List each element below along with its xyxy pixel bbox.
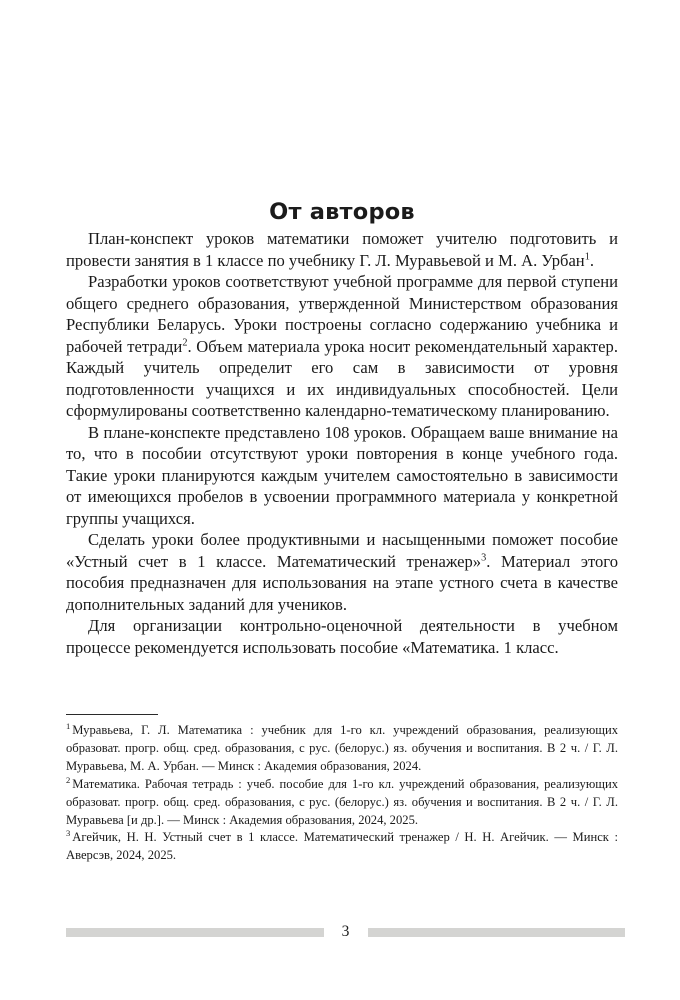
paragraph-4-tail: . Материал этого пособия предназначен для использования на этапе устного счета в качестве дополнительных заданий для учеников. — [66, 551, 618, 614]
footnote-ref-3[interactable]: 3 — [481, 551, 487, 563]
paragraph-1-tail: . — [589, 250, 594, 270]
page-number: 3 — [341, 923, 350, 941]
footnote-2 — [66, 776, 618, 830]
footnote-ref-2[interactable]: 2 — [182, 336, 188, 348]
footnote-3-marker: 3 — [66, 828, 71, 839]
paragraph-5: Для организации контрольно-оценочной деятельности в учебном процессе рекомендуется использовать пособие «Математика. 1 класс. — [66, 616, 618, 657]
footnote-1-text: Муравьева, Г. Л. Математика : учебник для 1-го кл. учреждений образования, реализующих образоват. прогр. общ. сред. образования, с рус. (белорус.) яз. обучения и воспитания. В 2 ч. / Г. Л. Муравьева, М. А. Урбан. — Минск : Академия образования, 2024. — [66, 723, 618, 773]
footnote-3 — [66, 829, 618, 865]
footnote-separator-rule — [66, 714, 158, 715]
paragraph-2 — [66, 271, 618, 422]
footnote-2-marker: 2 — [66, 774, 71, 785]
page-title: От авторов — [269, 199, 415, 226]
paragraph-4-text: Сделать уроки более продуктивными и насыщенными поможет пособие «Устный счет в 1 классе. Математический тренажер» — [66, 530, 618, 571]
paragraph-4 — [66, 529, 618, 615]
footnote-3-text: Агейчик, Н. Н. Устный счет в 1 классе. Математический тренажер / Н. Н. Агейчик. — Минск : Аверсэв, 2024, 2025. — [66, 830, 618, 863]
paragraph-1-text: План-конспект уроков математики поможет учителю подготовить и провести занятия в 1 классе по учебнику Г. Л. Муравьевой и М. А. Урбан — [66, 229, 618, 270]
page-footer — [66, 925, 625, 939]
footnote-1-marker: 1 — [66, 720, 71, 731]
paragraph-3: В плане-конспекте представлено 108 уроков. Обращаем ваше внимание на то, что в пособии отсутствуют уроки повторения в конце учебного года. Такие уроки планируются каждым учителем самостоятельно в зависимости от имеющихся пробелов в усвоении программного материала у конкретной группы учащихся. — [66, 422, 618, 528]
body-text — [66, 228, 618, 658]
footer-bar-left — [66, 928, 324, 937]
paragraph-2-tail: . Объем материала урока носит рекомендательный характер. Каждый учитель определит его сам в зависимости от уровня подготовленности учащихся и их индивидуальных способностей. Цели сформулированы соответственно календарно-тематическому планированию. — [66, 336, 618, 420]
paragraph-1 — [66, 228, 618, 271]
paragraph-2-text: Разработки уроков соответствуют учебной программе для первой ступени общего среднего образования, утвержденной Министерством образования Республики Беларусь. Уроки построены согласно содержанию учебника и рабочей тетради — [66, 272, 618, 356]
footnote-list — [66, 722, 618, 865]
footer-bar-right — [368, 928, 626, 937]
footnote-2-text: Математика. Рабочая тетрадь : учеб. пособие для 1-го кл. учреждений образования, реализующих образоват. прогр. общ. сред. образования, с рус. (белорус.) яз. обучения и воспитания. В 2 ч. / Г. Л. Муравьева [и др.]. — Минск : Академия образования, 2024, 2025. — [66, 776, 618, 827]
footnote-1 — [66, 722, 618, 776]
footnote-ref-1[interactable]: 1 — [584, 250, 590, 262]
